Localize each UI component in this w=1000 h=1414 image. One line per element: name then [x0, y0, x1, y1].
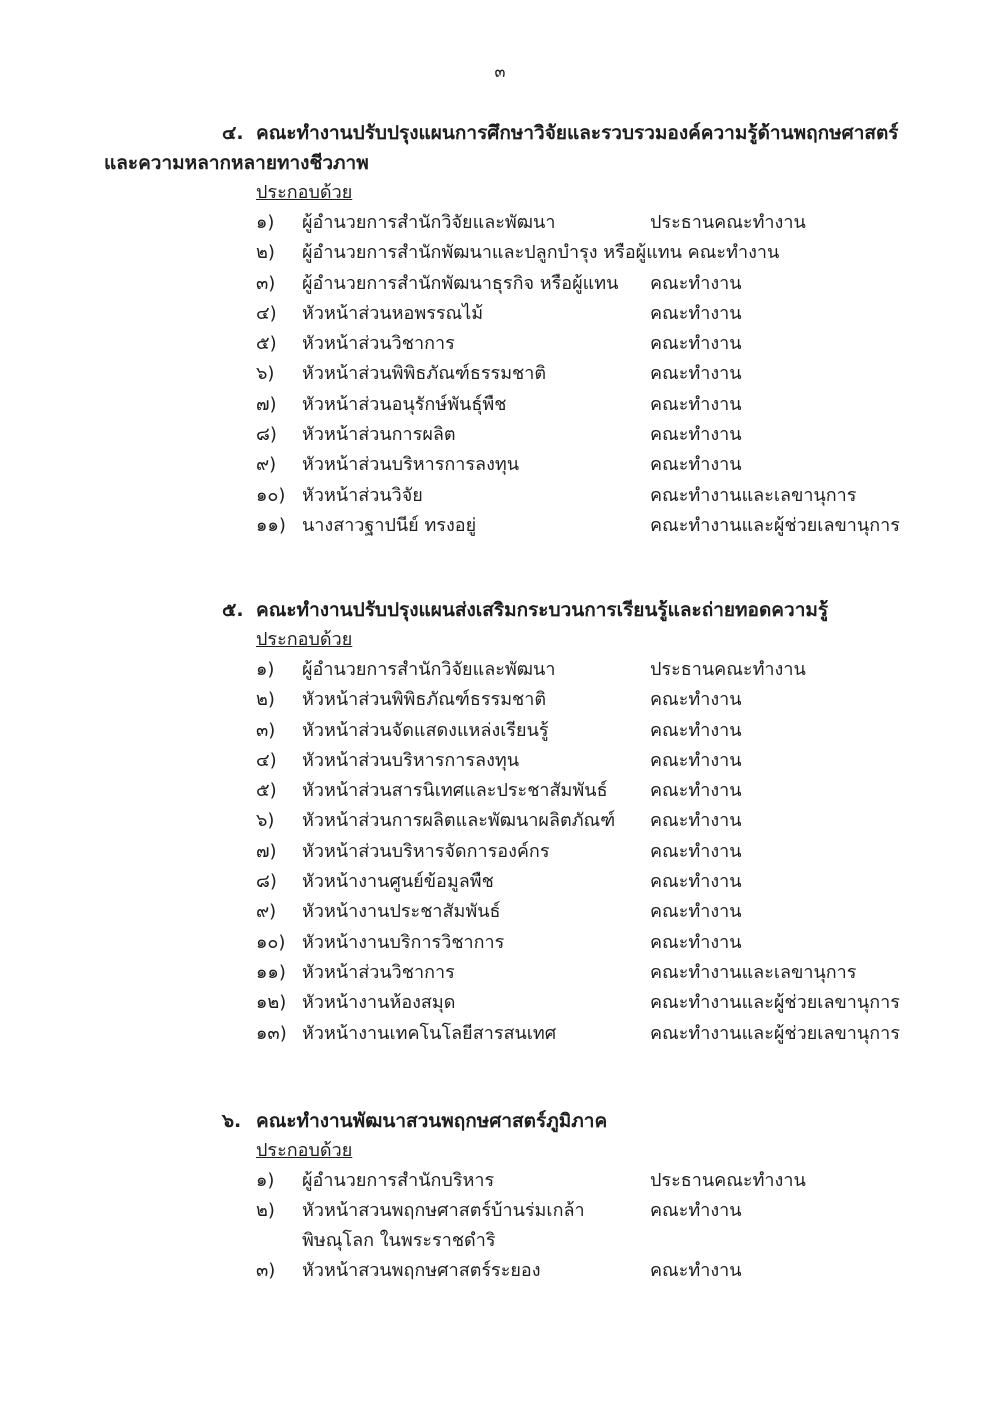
member-row	[0, 481, 1000, 511]
member-name: ผู้อำนวยการสำนักพัฒนาและปลูกบำรุง หรือผู้แทน คณะทำงาน	[302, 242, 780, 264]
member-index: ๒)	[256, 689, 275, 711]
member-row	[0, 269, 1000, 299]
member-row	[0, 511, 1000, 541]
member-name: ผู้อำนวยการสำนักวิจัยและพัฒนา	[302, 659, 556, 680]
member-row	[0, 1196, 1000, 1256]
member-role: คณะทำงาน	[650, 689, 742, 711]
member-index: ๑๐)	[256, 484, 286, 506]
section-title: คณะทำงานปรับปรุงแผนการศึกษาวิจัยและรวบรวมองค์ความรู้ด้านพฤกษศาสตร์	[256, 122, 899, 144]
member-role: คณะทำงานและเลขานุการ	[650, 484, 857, 506]
member-index: ๓)	[256, 1260, 276, 1282]
member-role: คณะทำงาน	[650, 719, 742, 741]
member-name: หัวหน้าส่วนบริหารจัดการองค์กร	[302, 840, 550, 862]
member-row	[0, 867, 1000, 897]
member-name: ผู้อำนวยการสำนักวิจัยและพัฒนา	[302, 212, 556, 233]
member-role: คณะทำงาน	[650, 454, 742, 476]
member-role: คณะทำงานและผู้ช่วยเลขานุการ	[650, 992, 900, 1014]
member-name: หัวหน้าส่วนจัดแสดงแหล่งเรียนรู้	[302, 719, 549, 741]
member-row	[0, 685, 1000, 715]
member-name: หัวหน้าส่วนวิชาการ	[302, 961, 455, 983]
member-role: คณะทำงาน	[650, 1260, 742, 1282]
member-name: หัวหน้าส่วนหอพรรณไม้	[302, 302, 484, 324]
member-role: คณะทำงาน	[650, 1200, 742, 1222]
member-row	[0, 716, 1000, 746]
member-index: ๑๑)	[256, 514, 286, 536]
member-role: คณะทำงาน	[650, 840, 742, 862]
member-index: ๑๑)	[256, 961, 286, 983]
member-index: ๙)	[256, 454, 277, 476]
member-name: หัวหน้างานประชาสัมพันธ์	[302, 901, 501, 923]
member-role: คณะทำงาน	[650, 393, 742, 415]
member-index: ๕)	[256, 780, 277, 802]
member-row	[0, 329, 1000, 359]
member-row	[0, 806, 1000, 836]
section-4	[0, 118, 1000, 541]
section-5	[0, 595, 1000, 1049]
member-name: หัวหน้าส่วนการผลิต	[302, 424, 456, 446]
subheading-text: ประกอบด้วย	[256, 1140, 353, 1161]
member-role: คณะทำงาน	[650, 931, 742, 953]
member-row	[0, 208, 1000, 238]
member-name: หัวหน้าส่วนวิชาการ	[302, 333, 455, 355]
member-name: หัวหน้าส่วนพิพิธภัณฑ์ธรรมชาติ	[302, 363, 547, 385]
member-name: หัวหน้าส่วนวิจัย	[302, 484, 423, 506]
member-index: ๑๐)	[256, 931, 286, 953]
member-index: ๖)	[256, 810, 275, 832]
section-number: ๔.	[222, 122, 244, 144]
member-index: ๑)	[256, 659, 275, 680]
member-index: ๗)	[256, 840, 277, 862]
member-role: ประธานคณะทำงาน	[650, 212, 806, 233]
member-role: คณะทำงาน	[650, 780, 742, 802]
page-number: ๓	[494, 62, 506, 81]
subheading	[0, 625, 1000, 655]
member-name: หัวหน้าสวนพฤกษศาสตร์ระยอง	[302, 1260, 541, 1282]
member-index: ๘)	[256, 871, 277, 893]
member-role: คณะทำงาน	[650, 871, 742, 893]
subheading	[0, 178, 1000, 208]
member-index: ๔)	[256, 749, 277, 771]
subheading-text: ประกอบด้วย	[256, 182, 353, 203]
member-name: หัวหน้าส่วนสารนิเทศและประชาสัมพันธ์	[302, 780, 608, 802]
member-name: หัวหน้าส่วนอนุรักษ์พันธุ์พืช	[302, 393, 507, 415]
member-row	[0, 746, 1000, 776]
member-index: ๘)	[256, 424, 277, 446]
member-index: ๓)	[256, 719, 276, 741]
member-role: คณะทำงาน	[650, 333, 742, 355]
member-index: ๒)	[256, 242, 275, 264]
section-heading	[0, 118, 1000, 148]
member-row	[0, 928, 1000, 958]
member-role: คณะทำงาน	[650, 810, 742, 832]
section-6	[0, 1106, 1000, 1287]
member-row	[0, 450, 1000, 480]
section-title-continued-text: และความหลากหลายทางชีวภาพ	[104, 152, 369, 174]
member-index: ๑๓)	[256, 1022, 287, 1044]
section-number: ๕.	[222, 599, 244, 621]
member-role: คณะทำงาน	[650, 272, 742, 294]
member-name: นางสาวฐาปนีย์ ทรงอยู่	[302, 514, 477, 536]
member-name: หัวหน้าส่วนการผลิตและพัฒนาผลิตภัณฑ์	[302, 810, 616, 832]
member-row	[0, 897, 1000, 927]
member-name: หัวหน้าสวนพฤกษศาสตร์บ้านร่มเกล้า พิษณุโลก ในพระราชดำริ	[302, 1200, 585, 1252]
member-role: ประธานคณะทำงาน	[650, 1170, 806, 1191]
section-heading	[0, 1106, 1000, 1136]
member-role: คณะทำงาน	[650, 363, 742, 385]
member-index: ๑)	[256, 212, 275, 233]
member-row	[0, 837, 1000, 867]
member-row	[0, 390, 1000, 420]
member-index: ๔)	[256, 302, 277, 324]
member-row	[0, 299, 1000, 329]
member-row	[0, 1166, 1000, 1196]
member-row	[0, 359, 1000, 389]
member-index: ๑๒)	[256, 992, 287, 1014]
member-row	[0, 776, 1000, 806]
member-row	[0, 1019, 1000, 1049]
member-row	[0, 988, 1000, 1018]
member-role: คณะทำงานและผู้ช่วยเลขานุการ	[650, 1022, 900, 1044]
member-index: ๕)	[256, 333, 277, 355]
member-role: คณะทำงานและเลขานุการ	[650, 961, 857, 983]
member-name: หัวหน้าส่วนบริหารการลงทุน	[302, 454, 520, 476]
member-row	[0, 958, 1000, 988]
member-role: คณะทำงาน	[650, 302, 742, 324]
member-row	[0, 238, 1000, 268]
member-index: ๙)	[256, 901, 277, 923]
member-name: ผู้อำนวยการสำนักพัฒนาธุรกิจ หรือผู้แทน	[302, 272, 619, 294]
member-index: ๖)	[256, 363, 275, 385]
section-title-continued	[0, 148, 1000, 178]
section-title: คณะทำงานปรับปรุงแผนส่งเสริมกระบวนการเรียนรู้และถ่ายทอดความรู้	[256, 599, 829, 621]
member-name: หัวหน้างานห้องสมุด	[302, 992, 456, 1014]
member-role: คณะทำงาน	[650, 749, 742, 771]
section-heading	[0, 595, 1000, 625]
subheading	[0, 1136, 1000, 1166]
member-name: ผู้อำนวยการสำนักบริหาร	[302, 1170, 495, 1191]
member-index: ๒)	[256, 1200, 275, 1222]
member-row	[0, 655, 1000, 685]
member-index: ๓)	[256, 272, 276, 294]
member-name: หัวหน้าส่วนบริหารการลงทุน	[302, 749, 520, 771]
member-role: คณะทำงาน	[650, 424, 742, 446]
member-name: หัวหน้างานเทคโนโลยีสารสนเทศ	[302, 1022, 557, 1044]
subheading-text: ประกอบด้วย	[256, 629, 353, 650]
member-name: หัวหน้างานบริการวิชาการ	[302, 931, 505, 953]
section-title: คณะทำงานพัฒนาสวนพฤกษศาสตร์ภูมิภาค	[256, 1110, 608, 1132]
member-name: หัวหน้าส่วนพิพิธภัณฑ์ธรรมชาติ	[302, 689, 547, 711]
member-row	[0, 420, 1000, 450]
member-index: ๗)	[256, 393, 277, 415]
member-role: คณะทำงาน	[650, 901, 742, 923]
member-role: ประธานคณะทำงาน	[650, 659, 806, 680]
member-row	[0, 1256, 1000, 1286]
member-index: ๑)	[256, 1170, 275, 1191]
member-name: หัวหน้างานศูนย์ข้อมูลพืช	[302, 871, 494, 893]
section-number: ๖.	[222, 1110, 242, 1132]
member-role: คณะทำงานและผู้ช่วยเลขานุการ	[650, 514, 900, 536]
